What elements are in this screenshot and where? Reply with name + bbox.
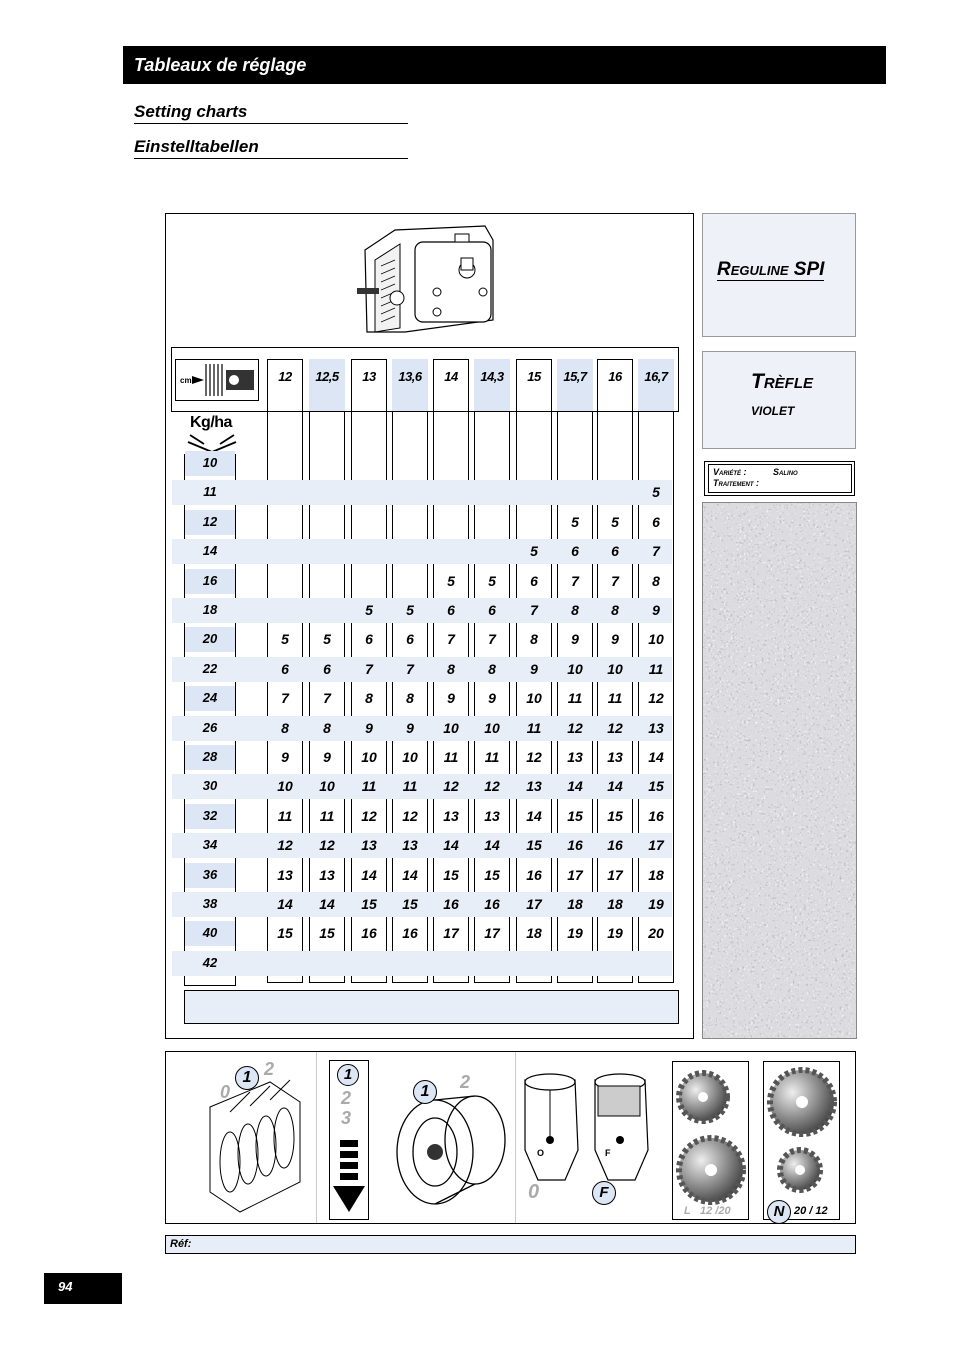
table-cell: 9 <box>652 602 660 618</box>
wheel-position-2: 2 <box>460 1072 471 1092</box>
table-cell: 17 <box>484 925 500 941</box>
table-cell: 16 <box>526 867 542 883</box>
table-cell: 15 <box>277 925 293 941</box>
table-cell: 9 <box>530 661 538 677</box>
lever-position-0: 0 <box>220 1082 231 1102</box>
table-cell: 6 <box>365 631 373 647</box>
treatment-label: Traitement : <box>713 478 759 488</box>
step-2: 2 <box>341 1088 352 1108</box>
table-cell: 9 <box>611 631 619 647</box>
table-cell: 7 <box>447 631 455 647</box>
gear-l-value: 12 /20 <box>700 1205 731 1217</box>
table-cell: 5 <box>365 602 373 618</box>
kg-ha-value: 42 <box>202 955 218 970</box>
table-cell: 13 <box>567 749 583 765</box>
table-cell: 12 <box>484 778 500 794</box>
table-cell: 10 <box>648 631 664 647</box>
column-header: 15,7 <box>557 359 593 411</box>
table-cell: 15 <box>526 837 542 853</box>
table-cell: 7 <box>488 631 496 647</box>
product-box <box>702 213 856 337</box>
table-cell: 7 <box>652 543 660 559</box>
table-cell: 11 <box>443 749 459 765</box>
table-cell: 14 <box>361 867 377 883</box>
table-cell: 17 <box>443 925 459 941</box>
table-cell: 5 <box>406 602 414 618</box>
table-cell: 17 <box>648 837 664 853</box>
table-cell: 6 <box>571 543 579 559</box>
table-row-band <box>172 480 672 505</box>
gear-l-illustration <box>673 1062 748 1212</box>
table-cell: 15 <box>648 778 664 794</box>
table-cell: 7 <box>571 573 579 589</box>
table-cell: 13 <box>277 867 293 883</box>
gear-n-value: 20 / 12 <box>794 1205 828 1217</box>
table-cell: 8 <box>571 602 579 618</box>
kg-ha-value: 10 <box>202 455 218 470</box>
table-row-band <box>172 951 672 976</box>
kg-ha-label: Kg/ha <box>190 414 232 431</box>
table-cell: 9 <box>571 631 579 647</box>
table-cell: 8 <box>365 690 373 706</box>
table-cell: 15 <box>607 808 623 824</box>
table-cell: 12 <box>648 690 664 706</box>
column-header: 12 <box>278 369 292 384</box>
kg-ha-value: 28 <box>202 749 218 764</box>
table-cell: 16 <box>443 896 459 912</box>
kg-ha-value: 32 <box>202 808 218 823</box>
table-cell: 13 <box>361 837 377 853</box>
table-cell: 14 <box>277 896 293 912</box>
table-cell: 12 <box>567 720 583 736</box>
table-cell: 5 <box>530 543 538 559</box>
table-cell: 17 <box>607 867 623 883</box>
subtitle-german: Einstelltabellen <box>134 137 408 159</box>
column-header: 16,7 <box>638 359 674 411</box>
table-cell: 11 <box>277 808 293 824</box>
table-cell: 16 <box>567 837 583 853</box>
table-cell: 5 <box>488 573 496 589</box>
table-cell: 19 <box>648 896 664 912</box>
table-cell: 16 <box>607 837 623 853</box>
table-cell: 6 <box>530 573 538 589</box>
table-cell: 14 <box>526 808 542 824</box>
flap-position-0: 0 <box>528 1181 540 1203</box>
kg-ha-value: 36 <box>202 867 218 882</box>
variety-label: Variété : <box>713 467 747 477</box>
kg-ha-value: 22 <box>202 661 218 676</box>
table-cell: 18 <box>567 896 583 912</box>
table-cell: 8 <box>406 690 414 706</box>
down-arrow-step-icon <box>331 1136 367 1216</box>
table-cell: 13 <box>526 778 542 794</box>
table-cell: 5 <box>611 514 619 530</box>
table-cell: 11 <box>607 690 623 706</box>
table-cell: 9 <box>447 690 455 706</box>
cm-label: cm <box>180 376 192 385</box>
step-3: 3 <box>341 1108 352 1128</box>
table-cell: 16 <box>361 925 377 941</box>
reference-label: Réf: <box>170 1238 192 1250</box>
reference-bar <box>165 1235 856 1254</box>
kg-ha-value: 14 <box>202 543 218 558</box>
table-cell: 14 <box>484 837 500 853</box>
table-cell: 8 <box>488 661 496 677</box>
table-cell: 9 <box>488 690 496 706</box>
table-cell: 12 <box>526 749 542 765</box>
column-header: 14,3 <box>474 359 510 411</box>
table-cell: 10 <box>443 720 459 736</box>
table-cell: 15 <box>361 896 377 912</box>
table-cell: 13 <box>648 720 664 736</box>
table-cell: 17 <box>526 896 542 912</box>
table-cell: 13 <box>484 808 500 824</box>
page-number: 94 <box>44 1273 122 1304</box>
flap-position-f: F <box>592 1181 616 1205</box>
header-title-bar: Tableaux de réglage <box>123 46 886 84</box>
table-cell: 14 <box>648 749 664 765</box>
table-cell: 12 <box>443 778 459 794</box>
table-cell: 14 <box>607 778 623 794</box>
table-cell: 13 <box>443 808 459 824</box>
column-header: 13,6 <box>392 359 428 411</box>
table-cell: 12 <box>319 837 335 853</box>
column-header: 12,5 <box>309 359 345 411</box>
kg-ha-value: 38 <box>202 896 218 911</box>
table-cell: 7 <box>611 573 619 589</box>
table-cell: 17 <box>567 867 583 883</box>
table-cell: 6 <box>406 631 414 647</box>
table-cell: 15 <box>484 867 500 883</box>
subtitle-english: Setting charts <box>134 102 408 124</box>
table-cell: 5 <box>281 631 289 647</box>
column-header: 15 <box>527 369 541 384</box>
table-cell: 14 <box>443 837 459 853</box>
variety-value: Salino <box>773 467 798 477</box>
table-cell: 14 <box>567 778 583 794</box>
table-cell: 5 <box>571 514 579 530</box>
table-cell: 10 <box>402 749 418 765</box>
gearbox-illustration <box>355 220 505 342</box>
table-cell: 8 <box>652 573 660 589</box>
table-cell: 7 <box>365 661 373 677</box>
kg-ha-value: 18 <box>202 602 218 617</box>
table-cell: 8 <box>281 720 289 736</box>
wheel-position-1: 1 <box>413 1080 437 1104</box>
table-cell: 6 <box>652 514 660 530</box>
kg-ha-value: 20 <box>202 631 218 646</box>
table-cell: 10 <box>567 661 583 677</box>
table-cell: 8 <box>611 602 619 618</box>
table-cell: 10 <box>319 778 335 794</box>
table-cell: 18 <box>526 925 542 941</box>
gear-l-label: L <box>684 1205 691 1217</box>
chart-footer-box <box>184 990 679 1024</box>
table-cell: 12 <box>402 808 418 824</box>
table-cell: 8 <box>447 661 455 677</box>
table-cell: 8 <box>530 631 538 647</box>
flap-o-small: O <box>537 1148 545 1158</box>
table-cell: 7 <box>530 602 538 618</box>
table-cell: 16 <box>402 925 418 941</box>
kg-ha-value: 11 <box>203 484 217 499</box>
table-cell: 15 <box>443 867 459 883</box>
lever-position-1: 1 <box>235 1066 259 1090</box>
table-cell: 13 <box>319 867 335 883</box>
table-cell: 16 <box>648 808 664 824</box>
drive-wheel-illustration <box>390 1090 515 1215</box>
flap-f-small: F <box>605 1148 611 1158</box>
kg-ha-value: 34 <box>202 837 218 852</box>
table-cell: 11 <box>319 808 335 824</box>
kg-ha-value: 26 <box>202 720 218 735</box>
table-cell: 12 <box>607 720 623 736</box>
table-cell: 13 <box>402 837 418 853</box>
table-cell: 11 <box>567 690 583 706</box>
kg-ha-value: 16 <box>202 573 218 588</box>
crop-name-line2: violet <box>751 400 795 419</box>
table-cell: 6 <box>488 602 496 618</box>
table-cell: 15 <box>402 896 418 912</box>
table-cell: 11 <box>361 778 377 794</box>
gear-n-label: N <box>767 1200 791 1224</box>
table-cell: 18 <box>607 896 623 912</box>
crop-box <box>702 351 856 449</box>
table-cell: 12 <box>277 837 293 853</box>
table-cell: 10 <box>484 720 500 736</box>
table-cell: 10 <box>361 749 377 765</box>
table-cell: 9 <box>281 749 289 765</box>
table-cell: 14 <box>402 867 418 883</box>
table-cell: 13 <box>607 749 623 765</box>
table-cell: 9 <box>323 749 331 765</box>
table-cell: 19 <box>607 925 623 941</box>
table-cell: 7 <box>406 661 414 677</box>
crop-name-line1: Trèfle <box>751 370 813 393</box>
table-cell: 11 <box>526 720 542 736</box>
table-cell: 14 <box>319 896 335 912</box>
table-cell: 9 <box>406 720 414 736</box>
table-cell: 8 <box>323 720 331 736</box>
table-cell: 20 <box>648 925 664 941</box>
table-cell: 5 <box>652 484 660 500</box>
seed-sample-photo <box>702 502 857 1039</box>
product-name: Reguline SPI <box>717 259 825 280</box>
table-cell: 6 <box>447 602 455 618</box>
gear-n-illustration <box>764 1062 839 1202</box>
table-cell: 6 <box>323 661 331 677</box>
kg-ha-value: 40 <box>202 925 218 940</box>
table-cell: 7 <box>323 690 331 706</box>
table-cell: 19 <box>567 925 583 941</box>
kg-ha-value: 24 <box>202 690 218 705</box>
lever-position-2: 2 <box>264 1059 275 1079</box>
table-cell: 6 <box>281 661 289 677</box>
table-cell: 5 <box>447 573 455 589</box>
table-cell: 6 <box>611 543 619 559</box>
table-cell: 9 <box>365 720 373 736</box>
column-header: 14 <box>444 369 458 384</box>
flap-position-illustration <box>520 1070 660 1190</box>
column-header: 16 <box>608 369 622 384</box>
table-cell: 11 <box>402 778 418 794</box>
variety-box <box>704 461 855 496</box>
table-cell: 15 <box>319 925 335 941</box>
kg-ha-value: 30 <box>202 778 218 793</box>
step-1: 1 <box>337 1064 359 1086</box>
column-header: 13 <box>362 369 376 384</box>
table-cell: 5 <box>323 631 331 647</box>
table-cell: 18 <box>648 867 664 883</box>
table-cell: 12 <box>361 808 377 824</box>
table-cell: 10 <box>277 778 293 794</box>
table-cell: 10 <box>607 661 623 677</box>
table-cell: 10 <box>526 690 542 706</box>
table-cell: 11 <box>648 661 664 677</box>
table-cell: 15 <box>567 808 583 824</box>
table-cell: 7 <box>281 690 289 706</box>
table-cell: 16 <box>484 896 500 912</box>
table-cell: 11 <box>484 749 500 765</box>
kg-ha-value: 12 <box>202 514 218 529</box>
